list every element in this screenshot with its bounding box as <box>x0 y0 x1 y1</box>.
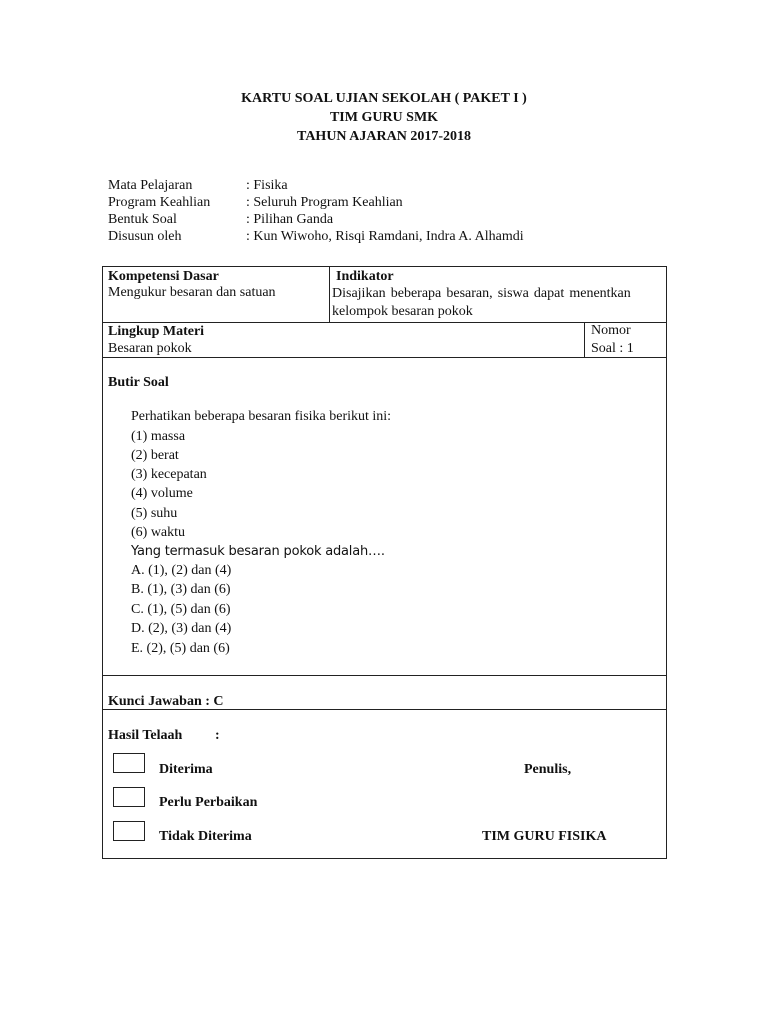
review-label: Hasil Telaah <box>108 728 183 743</box>
list-item: (1) massa <box>131 429 186 444</box>
meta-label: Mata Pelajaran <box>108 178 193 193</box>
meta-value: : Seluruh Program Keahlian <box>246 195 403 210</box>
nomor-label: Nomor <box>591 323 631 338</box>
header-year: TAHUN AJARAN 2017-2018 <box>297 129 471 144</box>
kompetensi-value: Mengukur besaran dan satuan <box>108 285 276 300</box>
review-colon: : <box>215 728 220 743</box>
checkbox-diterima[interactable] <box>113 753 145 773</box>
list-item: (6) waktu <box>131 525 186 540</box>
meta-value: : Fisika <box>246 178 288 193</box>
checkbox-tidak-diterima[interactable] <box>113 821 145 841</box>
list-item: (5) suhu <box>131 506 178 521</box>
question-intro: Perhatikan beberapa besaran fisika berikut ini: <box>131 409 392 424</box>
answer-option: B. (1), (3) dan (6) <box>131 582 231 597</box>
answer-key: Kunci Jawaban : C <box>108 694 224 709</box>
answer-option: D. (2), (3) dan (4) <box>131 621 232 636</box>
question-prompt: Yang termasuk besaran pokok adalah…. <box>131 544 385 559</box>
author-label: Penulis, <box>524 762 572 777</box>
checkbox-label-perlu-perbaikan: Perlu Perbaikan <box>159 795 258 810</box>
checkbox-label-tidak-diterima: Tidak Diterima <box>159 829 252 844</box>
meta-label: Bentuk Soal <box>108 212 177 227</box>
lingkup-value: Besaran pokok <box>108 341 192 356</box>
question-card <box>102 266 667 859</box>
indikator-line2: kelompok besaran pokok <box>332 304 473 319</box>
butir-label: Butir Soal <box>108 375 169 390</box>
checkbox-label-diterima: Diterima <box>159 762 213 777</box>
indikator-label: Indikator <box>336 269 394 284</box>
indikator-line1: Disajikan beberapa besaran, siswa dapat menentkan <box>332 286 631 301</box>
answer-option: C. (1), (5) dan (6) <box>131 602 231 617</box>
lingkup-label: Lingkup Materi <box>108 324 205 339</box>
header-subtitle: TIM GURU SMK <box>329 110 439 125</box>
nomor-value: Soal : 1 <box>591 341 634 356</box>
divider <box>103 675 666 676</box>
meta-label: Program Keahlian <box>108 195 211 210</box>
meta-label: Disusun oleh <box>108 229 182 244</box>
list-item: (2) berat <box>131 448 179 463</box>
divider <box>329 267 330 322</box>
divider <box>103 357 666 358</box>
meta-value: : Kun Wiwoho, Risqi Ramdani, Indra A. Alhamdi <box>246 229 524 244</box>
meta-value: : Pilihan Ganda <box>246 212 334 227</box>
header-title: KARTU SOAL UJIAN SEKOLAH ( PAKET I ) <box>241 91 527 106</box>
divider <box>584 322 585 357</box>
answer-option: A. (1), (2) dan (4) <box>131 563 232 578</box>
author-team: TIM GURU FISIKA <box>482 829 607 844</box>
kompetensi-label: Kompetensi Dasar <box>108 269 219 284</box>
list-item: (4) volume <box>131 486 193 501</box>
list-item: (3) kecepatan <box>131 467 207 482</box>
answer-option: E. (2), (5) dan (6) <box>131 641 230 656</box>
checkbox-perlu-perbaikan[interactable] <box>113 787 145 807</box>
